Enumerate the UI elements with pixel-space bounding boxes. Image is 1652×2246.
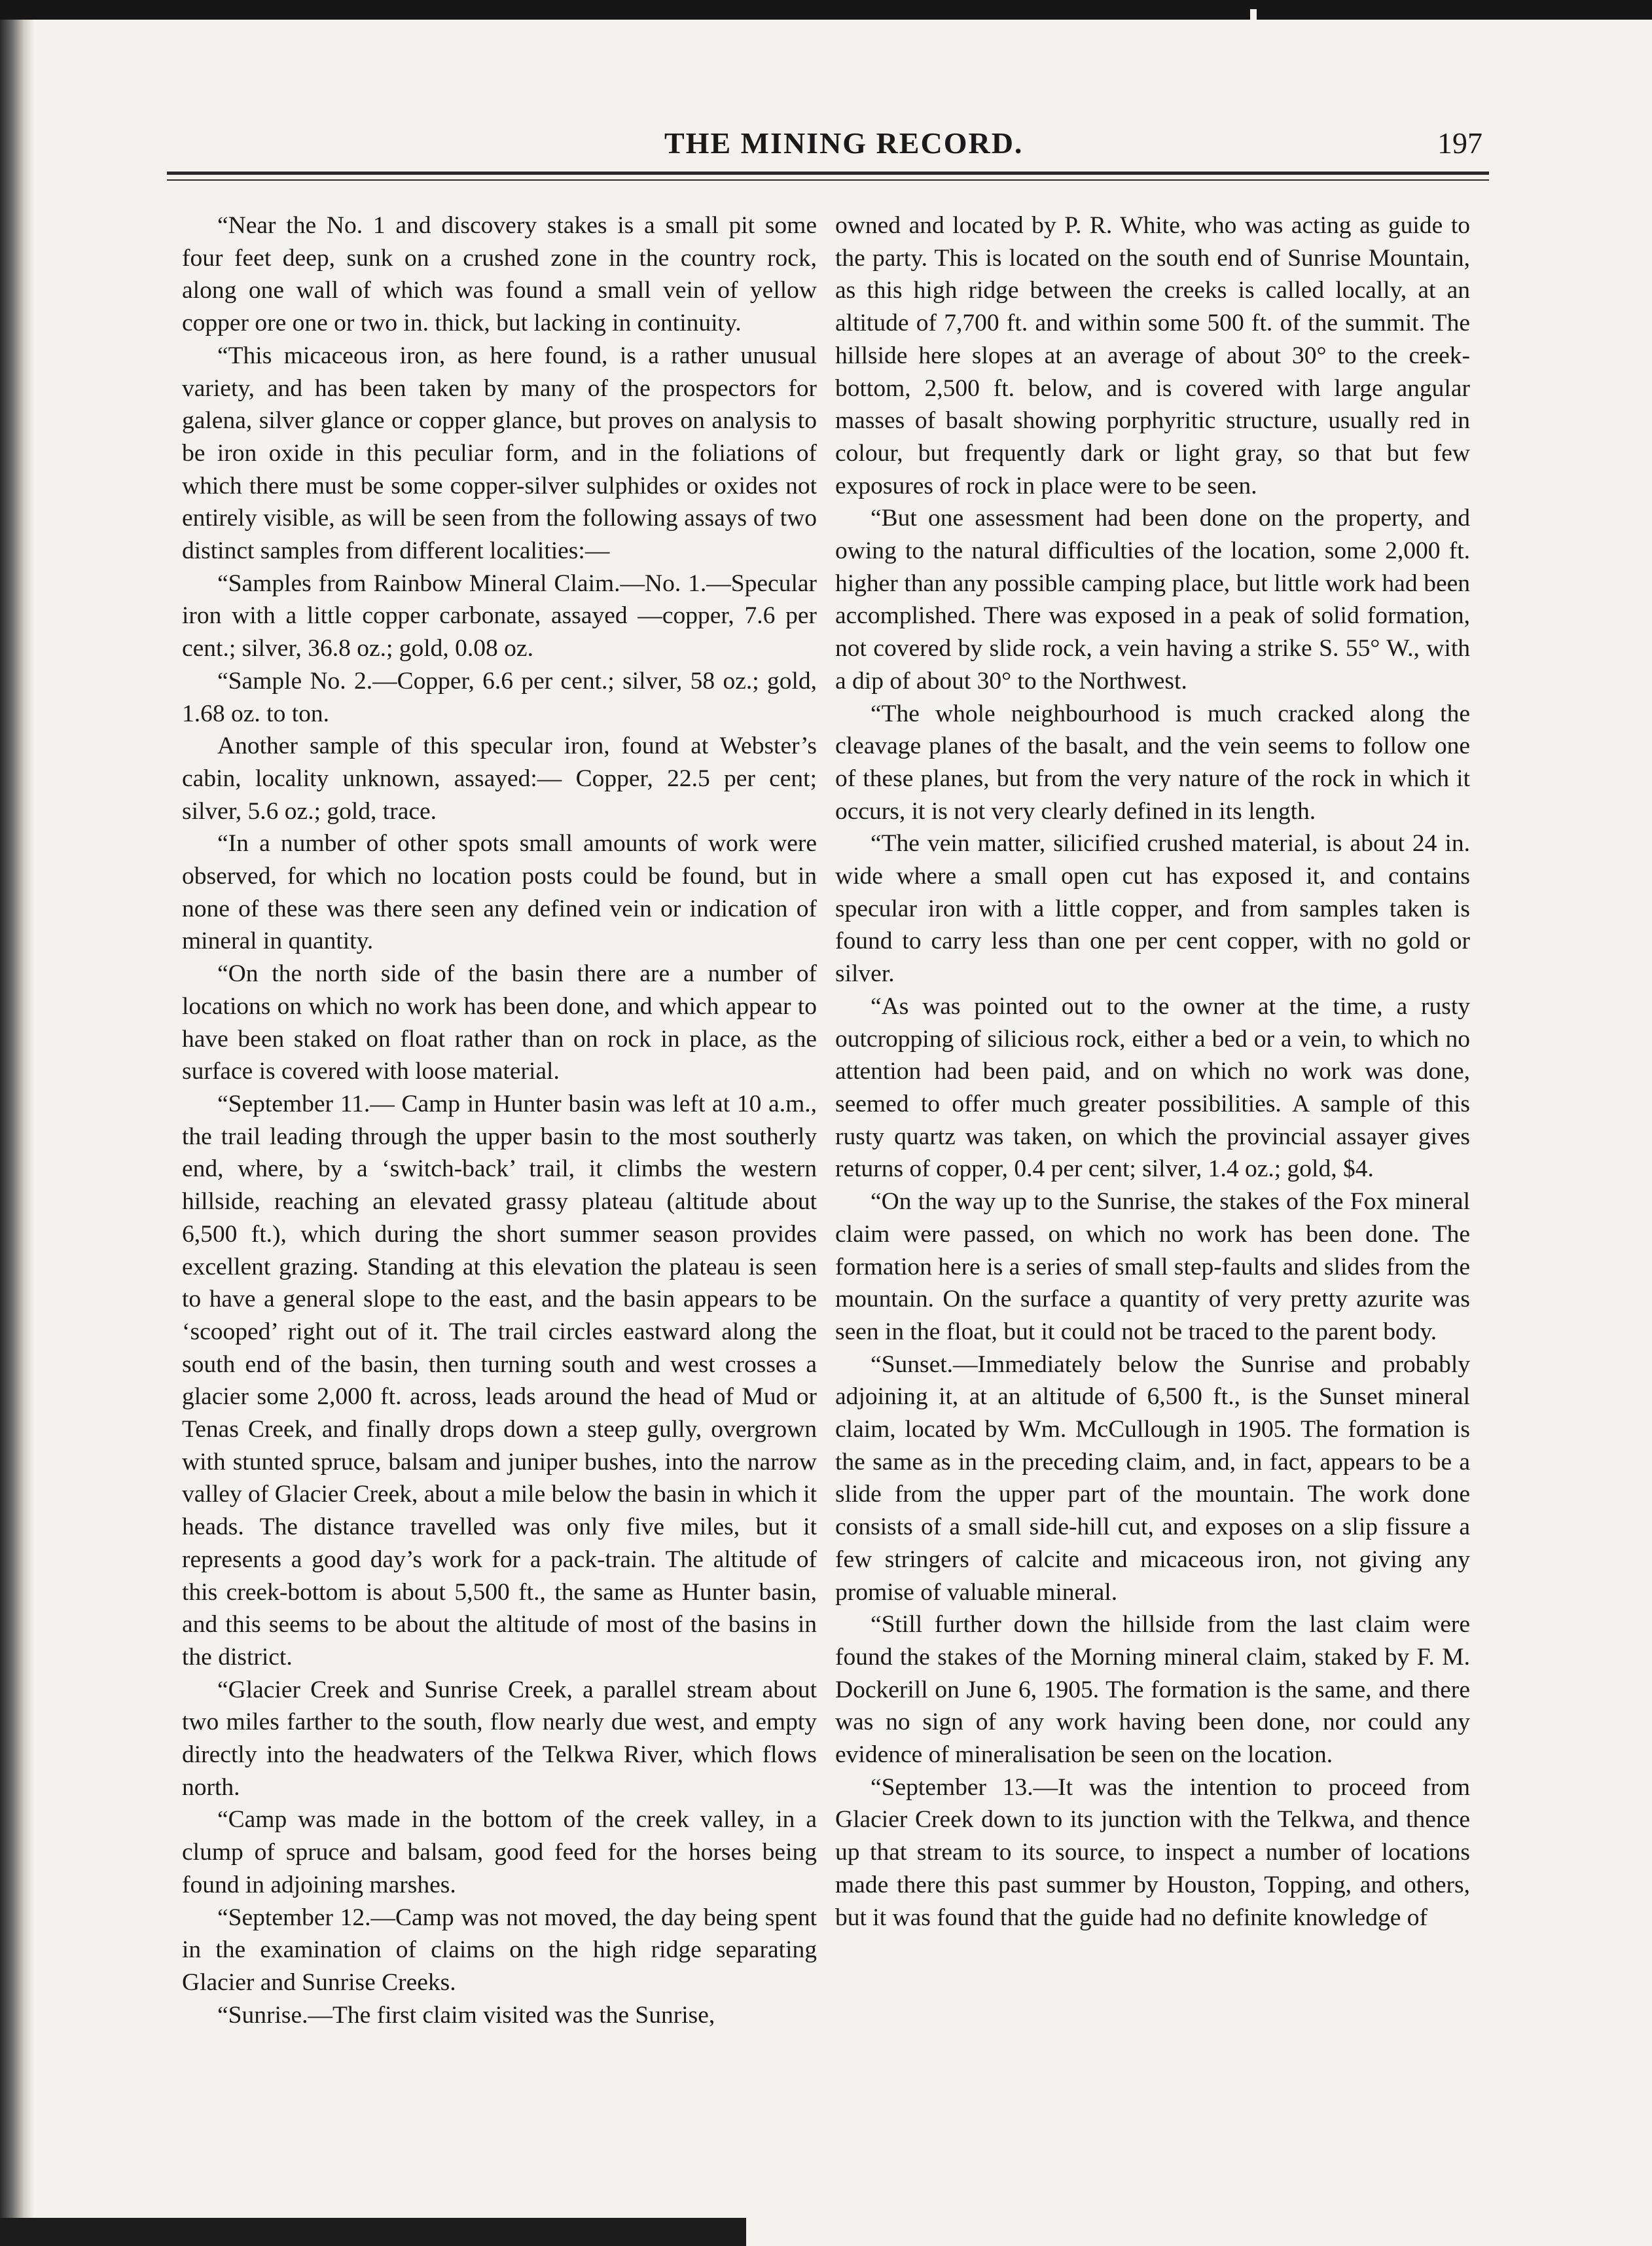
paragraph: “September 12.—Camp was not moved, the day being spent in the examination of claims on the high ridge separating Glacier and Sunrise Creeks.: [182, 1904, 817, 1996]
paragraph: “Sunset.—Immediately below the Sunrise and probably adjoining it, at an altitude of 6,500 ft., is the Sunset mineral claim, located by Wm. McCullough in 1905. The formation is the same as in the preceding claim, and, in fact, appears to be a slide from the upper part of the mountain. The work done consists of a small side-hill cut, and exposes on a slip fissure a few stringers of calcite and micaceous iron, not giving any promise of valuable mineral.: [835, 1350, 1470, 1606]
paragraph: “September 11.— Camp in Hunter basin was left at 10 a.m., the trail leading through the upper basin to the most southerly end, where, by a ‘switch-back’ trail, it climbs the western hillside, reaching an elevated grassy plateau (altitude about 6,500 ft.), which during the short summer season provides excellent grazing. Standing at this elevation the plateau is seen to have a general slope to the east, and the basin appears to be ‘scooped’ right out of it. The trail circles eastward along the south end of the basin, then turning south and west crosses a glacier some 2,000 ft. across, leads around the head of Mud or Tenas Creek, and finally drops down a steep gully, overgrown with stunted spruce, balsam and juniper bushes, into the narrow valley of Glacier Creek, about a mile below the basin in which it heads. The distance travelled was only five miles, but it represents a good day’s work for a pack-train. The altitude of this creek-bottom is about 5,500 ft., the same as Hunter basin, and this seems to be about the altitude of most of the basins in the district.: [182, 1090, 817, 1671]
journal-title: THE MINING RECORD.: [664, 126, 1024, 160]
paragraph: “As was pointed out to the owner at the time, a rusty outcropping of silicious rock, either a bed or a vein, to which no attention had been paid, and on which no work was done, seemed to offer much greater possibilities. A sample of this rusty quartz was taken, on which the provincial assayer gives returns of copper, 0.4 per cent; silver, 1.4 oz.; gold, $4.: [835, 992, 1470, 1183]
paragraph: “In a number of other spots small amounts of work were observed, for which no location posts could be found, but in none of these was there seen any defined vein or indication of mineral in quantity.: [182, 830, 817, 955]
scan-edge-notch: [1250, 9, 1257, 20]
paragraph: Another sample of this specular iron, found at Webster’s cabin, locality unknown, assayed:— Copper, 22.5 per cent; silver, 5.6 oz.; gold, trace.: [182, 733, 817, 825]
paragraph: “This micaceous iron, as here found, is a rather unusual variety, and has been taken by many of the prospectors for galena, silver glance or copper glance, but proves on analysis to be iron oxide in this peculiar form, and in the foliations of which there must be some copper-silver sulphides or oxides not entirely visible, as will be seen from the following assays of two distinct samples from different localities:—: [182, 342, 817, 565]
left-text-column: [182, 209, 817, 2206]
binding-spine: [0, 20, 34, 2246]
header-rule-thin: [167, 179, 1489, 181]
page-number: 197: [1437, 126, 1482, 160]
paragraph: “September 13.—It was the intention to proceed from Glacier Creek down to its junction with the Telkwa, and thence up that stream to its source, to inspect a number of locations made there this past summer by Houston, Topping, and others, but it was found that the guide had no definite knowledge of: [835, 1773, 1470, 1931]
paragraph: “Glacier Creek and Sunrise Creek, a parallel stream about two miles farther to the south, flow nearly due west, and empty directly into the headwaters of the Telkwa River, which flows north.: [182, 1676, 817, 1801]
paragraph: “Near the No. 1 and discovery stakes is a small pit some four feet deep, sunk on a crushed zone in the country rock, along one wall of which was found a small vein of yellow copper ore one or two in. thick, but lacking in continuity.: [182, 212, 817, 337]
running-header: [167, 118, 1489, 170]
right-text-column: [835, 209, 1470, 2206]
paragraph: “On the north side of the basin there are a number of locations on which no work has been done, and which appear to have been staked on float rather than on rock in place, as the surface is covered with loose material.: [182, 960, 817, 1085]
paragraph: “The vein matter, silicified crushed material, is about 24 in. wide where a small open cut has exposed it, and contains specular iron with a little copper, and from samples taken is found to carry less than one per cent copper, with no gold or silver.: [835, 830, 1470, 988]
paragraph: “Sunrise.—The first claim visited was the Sunrise,: [217, 2001, 715, 2029]
scan-top-edge: [0, 0, 1652, 20]
paragraph: “Still further down the hillside from the last claim were found the stakes of the Morning mineral claim, staked by F. M. Dockerill on June 6, 1905. The formation is the same, and there was no sign of any work having been done, nor could any evidence of mineralisation be seen on the location.: [835, 1611, 1470, 1769]
paragraph: “On the way up to the Sunrise, the stakes of the Fox mineral claim were passed, on which no work has been done. The formation here is a series of small step-faults and slides from the mountain. On the surface a quantity of very pretty azurite was seen in the float, but it could not be traced to the parent body.: [835, 1188, 1470, 1345]
paragraph: “The whole neighbourhood is much cracked along the cleavage planes of the basalt, and the vein seems to follow one of these planes, but from the very nature of the rock in which it occurs, it is not very clearly defined in its length.: [835, 700, 1470, 825]
paragraph: “Sample No. 2.—Copper, 6.6 per cent.; silver, 58 oz.; gold, 1.68 oz. to ton.: [182, 667, 817, 727]
paragraph: “Camp was made in the bottom of the creek valley, in a clump of spruce and balsam, good feed for the horses being found in adjoining marshes.: [182, 1806, 817, 1898]
paragraph: “Samples from Rainbow Mineral Claim.—No. 1.—Specular iron with a little copper carbonate, assayed —copper, 7.6 per cent.; silver, 36.8 oz.; gold, 0.08 oz.: [182, 570, 817, 662]
paragraph: “But one assessment had been done on the property, and owing to the natural difficulties of the location, some 2,000 ft. higher than any possible camping place, but little work had been accomplished. There was exposed in a peak of solid formation, not covered by slide rock, a vein having a strike S. 55° W., with a dip of about 30° to the Northwest.: [835, 505, 1470, 695]
paragraph: owned and located by P. R. White, who was acting as guide to the party. This is located on the south end of Sunrise Mountain, as this high ridge between the creeks is called locally, at an altitude of 7,700 ft. and within some 500 ft. of the summit. The hillside here slopes at an average of about 30° to the creek-bottom, 2,500 ft. below, and is covered with large angular masses of basalt showing porphyritic structure, usually red in colour, but frequently dark or light gray, so that but few exposures of rock in place were to be seen.: [835, 212, 1470, 499]
header-rule-thick: [167, 172, 1489, 175]
scan-bottom-edge: [0, 2218, 746, 2246]
